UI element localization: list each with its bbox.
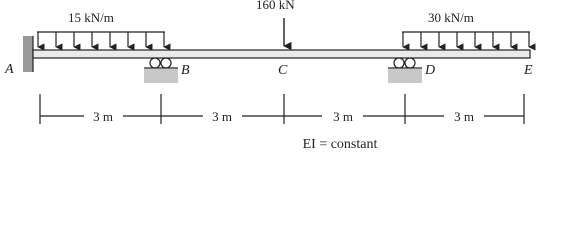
ei-note: EI = constant: [302, 137, 378, 152]
roller-support-d: [388, 58, 422, 83]
label-b: B: [181, 63, 190, 78]
beam: [33, 50, 530, 58]
dim-ab: 3 m: [93, 109, 113, 124]
left-udl-label: 15 kN/m: [68, 10, 114, 25]
dim-bc: 3 m: [212, 109, 232, 124]
dim-de: 3 m: [454, 109, 474, 124]
dim-cd: 3 m: [333, 109, 353, 124]
label-e: E: [524, 63, 533, 78]
label-d: D: [425, 63, 436, 78]
right-udl: [402, 32, 530, 47]
fixed-support-a: [23, 36, 33, 72]
point-load-label: 160 kN: [256, 0, 295, 12]
label-c: C: [278, 63, 288, 78]
right-udl-label: 30 kN/m: [428, 10, 474, 25]
left-udl: [37, 32, 165, 47]
label-a: A: [5, 62, 14, 77]
roller-support-b: [144, 58, 178, 83]
